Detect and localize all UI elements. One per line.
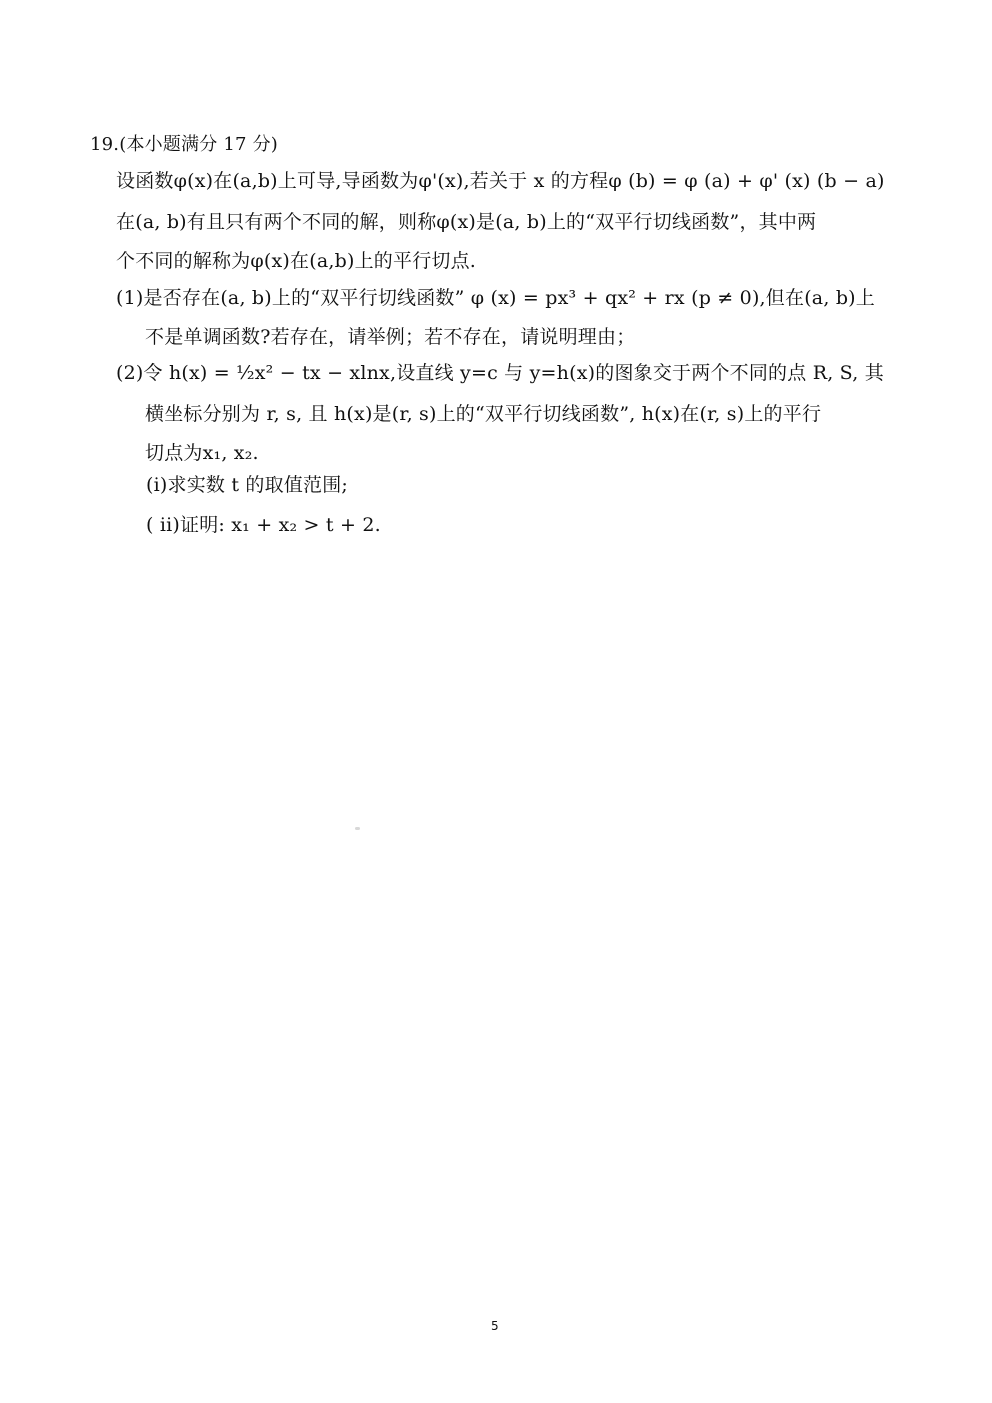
problem-intro-line-3: 个不同的解称为φ(x)在(a,b)上的平行切点. [116, 250, 477, 272]
problem-intro-line-1: 设函数φ(x)在(a,b)上可导,导函数为φ'(x),若关于 x 的方程φ (b) = φ (a) + φ' (x) (b − a) [116, 170, 885, 192]
problem-intro-line-2: 在(a, b)有且只有两个不同的解，则称φ(x)是(a, b)上的“双平行切线函数”，其中两 [116, 211, 817, 233]
problem-title: 19.(本小题满分 17 分) [90, 134, 279, 155]
part-2-line-3: 切点为x₁, x₂. [145, 442, 259, 464]
part-2-subquestion-ii: ( ii)证明: x₁ + x₂ > t + 2. [146, 514, 381, 536]
scan-speck [355, 827, 360, 830]
part-2-line-1: (2)令 h(x) = ½x² − tx − xlnx,设直线 y=c 与 y=h(x)的图象交于两个不同的点 R, S, 其 [116, 362, 884, 384]
page-number: 5 [491, 1319, 499, 1333]
part-1-line-2: 不是单调函数?若存在，请举例；若不存在，请说明理由； [145, 326, 636, 348]
part-1-line-1: (1)是否存在(a, b)上的“双平行切线函数” φ (x) = px³ + qx² + rx (p ≠ 0),但在(a, b)上 [116, 287, 875, 309]
part-2-subquestion-i: (i)求实数 t 的取值范围; [146, 474, 349, 496]
part-2-line-2: 横坐标分别为 r, s, 且 h(x)是(r, s)上的“双平行切线函数”, h(x)在(r, s)上的平行 [145, 403, 822, 425]
